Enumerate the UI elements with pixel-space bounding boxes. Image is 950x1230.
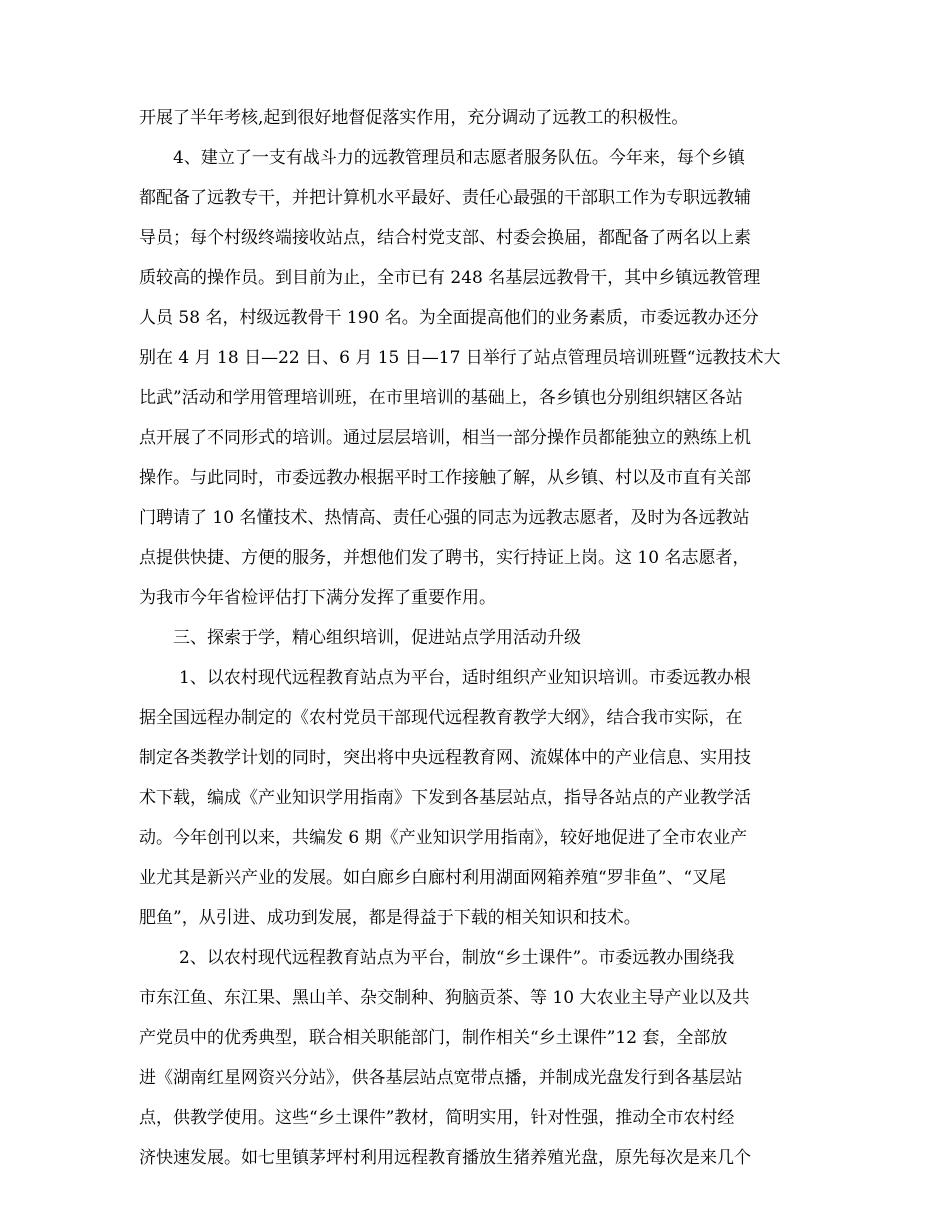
text-line: 制定各类教学计划的同时，突出将中央远程教育网、流媒体中的产业信息、实用技 bbox=[139, 748, 751, 768]
text-line: 进《湖南红星网资兴分站》，供各基层站点宽带点播，并制成光盘发行到各基层站 bbox=[139, 1068, 743, 1088]
text-line: 导员；每个村级终端接收站点，结合村党支部、村委会换届，都配备了两名以上素 bbox=[139, 228, 751, 248]
text-line: 点提供快捷、方便的服务，并想他们发了聘书，实行持证上岗。这 10 名志愿者， bbox=[139, 548, 750, 568]
text-line: 肥鱼”，从引进、成功到发展，都是得益于下载的相关知识和技术。 bbox=[139, 908, 641, 928]
text-line: 开展了半年考核,起到很好地督促落实作用，充分调动了远教工的积极性。 bbox=[139, 108, 689, 128]
text-line: 质较高的操作员。到目前为止，全市已有 248 名基层远教骨干，其中乡镇远教管理 bbox=[139, 268, 761, 288]
text-line: 据全国远程办制定的《农村党员干部现代远程教育教学大纲》，结合我市实际，在 bbox=[139, 708, 743, 728]
text-line: 济快速发展。如七里镇茅坪村利用远程教育播放生猪养殖光盘，原先每次是来几个 bbox=[139, 1148, 751, 1168]
text-line: 2、以农村现代远程教育站点为平台，制放“乡土课件”。市委远教办围绕我 bbox=[179, 948, 735, 968]
text-line: 术下载，编成《产业知识学用指南》下发到各基层站点，指导各站点的产业教学活 bbox=[139, 788, 751, 808]
text-line: 点，供教学使用。这些“乡土课件”教材，简明实用，针对性强，推动全市农村经 bbox=[139, 1108, 735, 1128]
text-line: 1、以农村现代远程教育站点为平台，适时组织产业知识培训。市委远教办根 bbox=[179, 668, 751, 688]
text-line: 操作。与此同时，市委远教办根据平时工作接触了解，从乡镇、村以及市直有关部 bbox=[139, 468, 751, 488]
text-line: 点开展了不同形式的培训。通过层层培训，相当一部分操作员都能独立的熟练上机 bbox=[139, 428, 751, 448]
text-line: 别在 4 月 18 日—22 日、6 月 15 日—17 日举行了站点管理员培训班暨“远教技术大 bbox=[139, 348, 781, 368]
section-heading: 三、探索于学，精心组织培训，促进站点学用活动升级 bbox=[173, 628, 581, 648]
text-line: 业尤其是新兴产业的发展。如白廊乡白廊村利用湖面网箱养殖“罗非鱼”、“叉尾 bbox=[139, 868, 727, 888]
text-line: 为我市今年省检评估打下满分发挥了重要作用。 bbox=[139, 588, 496, 608]
text-line: 都配备了远教专干，并把计算机水平最好、责任心最强的干部职工作为专职远教辅 bbox=[139, 188, 751, 208]
text-line: 市东江鱼、东江果、黑山羊、杂交制种、狗脑贡茶、等 10 大农业主导产业以及共 bbox=[139, 988, 750, 1008]
text-line: 4、建立了一支有战斗力的远教管理员和志愿者服务队伍。今年来，每个乡镇 bbox=[173, 148, 745, 168]
text-line: 比武”活动和学用管理培训班，在市里培训的基础上，各乡镇也分别组织辖区各站 bbox=[139, 388, 743, 408]
text-line: 产党员中的优秀典型，联合相关职能部门，制作相关“乡土课件”12 套，全部放 bbox=[139, 1028, 728, 1048]
text-line: 动。今年创刊以来，共编发 6 期《产业知识学用指南》，较好地促进了全市农业产 bbox=[139, 828, 748, 848]
text-line: 人员 58 名，村级远教骨干 190 名。为全面提高他们的业务素质，市委远教办还分 bbox=[139, 308, 759, 328]
text-line: 门聘请了 10 名懂技术、热情高、责任心强的同志为远教志愿者，及时为各远教站 bbox=[139, 508, 750, 528]
